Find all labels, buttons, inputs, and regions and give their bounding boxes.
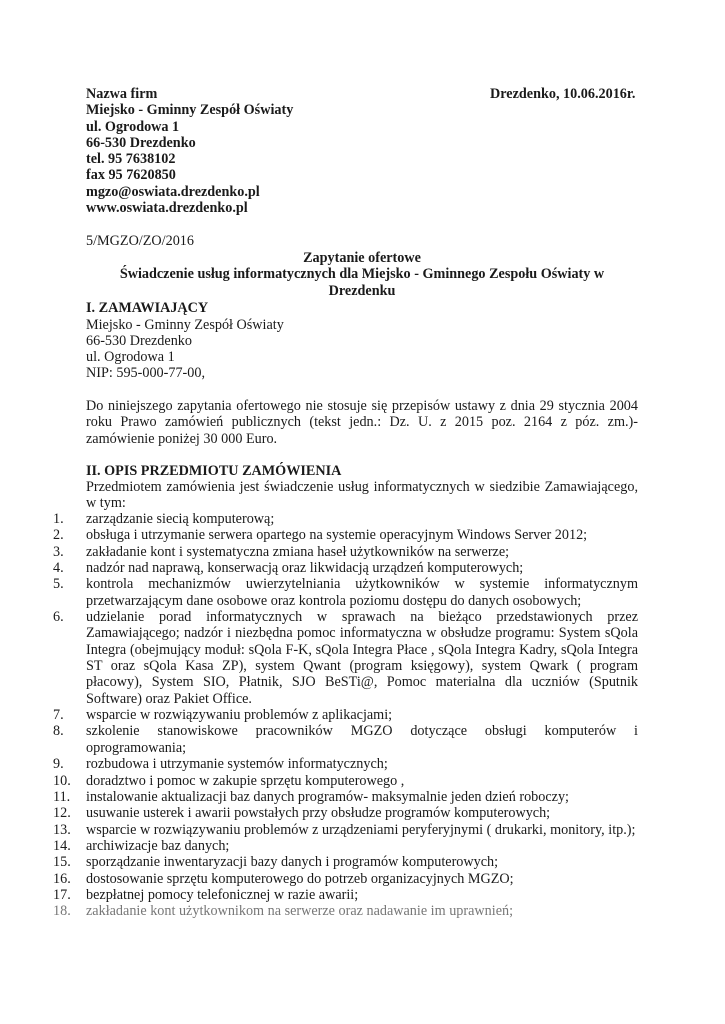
company-postcode: 66-530 Drezdenko <box>86 134 196 151</box>
list-item-number: 7. <box>53 707 64 724</box>
list-item <box>53 871 638 887</box>
legal-paragraph: Do niniejszego zapytania ofertowego nie stosuje się przepisów ustawy z dnia 29 stycznia 2004 roku Prawo zamówień publicznych (tekst jedn.: Dz. U. z 2015 poz. 2164 z póz. zm.)- zamówienie poniżej 30 000 Euro. <box>86 398 638 447</box>
list-item-number: 3. <box>53 543 64 560</box>
document-subtitle-line1: Świadczenie usług informatycznych dla Miejsko - Gminnego Zespołu Oświaty w <box>119 266 605 282</box>
company-website: www.oswiata.drezdenko.pl <box>86 200 248 217</box>
company-block <box>86 86 293 216</box>
list-item-number: 6. <box>53 609 64 626</box>
list-item-number: 13. <box>53 821 71 838</box>
section1-heading: I. ZAMAWIAJĄCY <box>86 300 209 316</box>
company-email: mgzo@oswiata.drezdenko.pl <box>86 183 260 200</box>
list-item-text: zakładanie kont i systematyczna zmiana haseł użytkowników na serwerze; <box>86 543 510 560</box>
list-item-number: 11. <box>53 788 71 805</box>
list-item <box>53 903 638 919</box>
list-item <box>53 609 638 707</box>
list-item <box>53 511 638 527</box>
document-subtitle-line2: Drezdenku <box>328 283 396 299</box>
list-item-number: 18. <box>53 903 71 920</box>
list-item-text: nadzór nad naprawą, konserwacją oraz likwidacją urządzeń komputerowych; <box>86 560 524 577</box>
list-item <box>53 560 638 576</box>
list-item <box>53 707 638 723</box>
list-item <box>53 854 638 870</box>
list-item-number: 9. <box>53 756 64 773</box>
list-item-number: 10. <box>53 772 71 789</box>
list-item-text: instalowanie aktualizacji baz danych programów- maksymalnie jeden dzień roboczy; <box>86 788 569 805</box>
list-item-text: doradztwo i pomoc w zakupie sprzętu komputerowego , <box>86 772 405 789</box>
list-item-number: 14. <box>53 837 71 854</box>
list-item-number: 12. <box>53 805 71 822</box>
list-item <box>53 756 638 772</box>
list-item-text: usuwanie usterek i awarii powstałych przy obsłudze programów komputerowych; <box>86 805 551 822</box>
company-fax: fax 95 7620850 <box>86 167 176 184</box>
list-item <box>53 723 638 756</box>
reference-number: 5/MGZO/ZO/2016 <box>86 233 194 249</box>
company-name-label: Nazwa firm <box>86 86 158 102</box>
list-item <box>53 544 638 560</box>
list-item-text: dostosowanie sprzętu komputerowego do potrzeb organizacyjnych MGZO; <box>86 870 514 887</box>
list-item-text: kontrola mechanizmów uwierzytelniania użytkowników w systemie informatycznym przetwarzającym dane osobowe oraz kontrola poziomu dostępu do danych osobowych; <box>86 576 638 609</box>
document-title: Zapytanie ofertowe <box>303 250 421 266</box>
company-name: Miejsko - Gminny Zespół Oświaty <box>86 102 294 119</box>
list-item-number: 5. <box>53 576 64 593</box>
list-item-text: zakładanie kont użytkownikom na serwerze oraz nadawanie im uprawnień; <box>86 903 514 920</box>
list-item <box>53 527 638 543</box>
list-item-text: sporządzanie inwentaryzacji bazy danych i programów komputerowych; <box>86 854 499 871</box>
list-item <box>53 789 638 805</box>
orderer-street: ul. Ogrodowa 1 <box>86 349 175 365</box>
list-item-text: udzielanie porad informatycznych w sprawach na bieżąco przedstawionych przez Zamawiającego; nadzór i niezbędna pomoc informatyczna w obsłudze programu: System sQola Integra (obejmujący moduł: sQola F-K, sQola Integra Płace , sQola Integra Kadry, sQola Integra ST oraz sQola Kasa ZP), system Qwant (program księgowy), system Qwark ( program płacowy), System SIO, Płatnik, SJO BeSTi@, Pomoc materialna dla uczniów (Sputnik Software) oraz Pakiet Office. <box>86 609 638 707</box>
orderer-name: Miejsko - Gminny Zespół Oświaty <box>86 317 284 333</box>
list-item-number: 1. <box>53 511 64 527</box>
list-item-text: archiwizacje baz danych; <box>86 837 230 854</box>
scope-list <box>53 511 638 920</box>
list-item-text: rozbudowa i utrzymanie systemów informatycznych; <box>86 756 388 773</box>
company-phone: tel. 95 7638102 <box>86 151 176 168</box>
list-item-number: 16. <box>53 870 71 887</box>
list-item <box>53 773 638 789</box>
section2-intro: Przedmiotem zamówienia jest świadczenie usług informatycznych w siedzibie Zamawiającego, w tym: <box>86 479 638 512</box>
list-item <box>53 805 638 821</box>
list-item-text: szkolenie stanowiskowe pracowników MGZO dotyczące obsługi komputerów i oprogramowania; <box>86 723 638 756</box>
list-item-text: bezpłatnej pomocy telefonicznej w razie awarii; <box>86 886 359 903</box>
list-item-number: 17. <box>53 886 71 903</box>
list-item-number: 15. <box>53 854 71 871</box>
list-item <box>53 822 638 838</box>
list-item-number: 4. <box>53 560 64 577</box>
company-street: ul. Ogrodowa 1 <box>86 118 180 135</box>
place-date: Drezdenko, 10.06.2016r. <box>490 86 636 102</box>
list-item-text: wsparcie w rozwiązywaniu problemów z urządzeniami peryferyjnymi ( drukarki, monitory, itp.); <box>86 821 636 838</box>
list-item-text: wsparcie w rozwiązywaniu problemów z aplikacjami; <box>86 707 393 724</box>
section2-heading: II. OPIS PRZEDMIOTU ZAMÓWIENIA <box>86 463 342 479</box>
list-item-text: zarządzanie siecią komputerową; <box>86 511 275 527</box>
list-item <box>53 576 638 609</box>
list-item-number: 2. <box>53 527 64 544</box>
list-item-number: 8. <box>53 723 64 740</box>
list-item <box>53 887 638 903</box>
list-item <box>53 838 638 854</box>
list-item-text: obsługa i utrzymanie serwera opartego na systemie operacyjnym Windows Server 2012; <box>86 527 588 544</box>
orderer-nip: NIP: 595-000-77-00, <box>86 365 206 381</box>
orderer-postcode: 66-530 Drezdenko <box>86 333 192 349</box>
